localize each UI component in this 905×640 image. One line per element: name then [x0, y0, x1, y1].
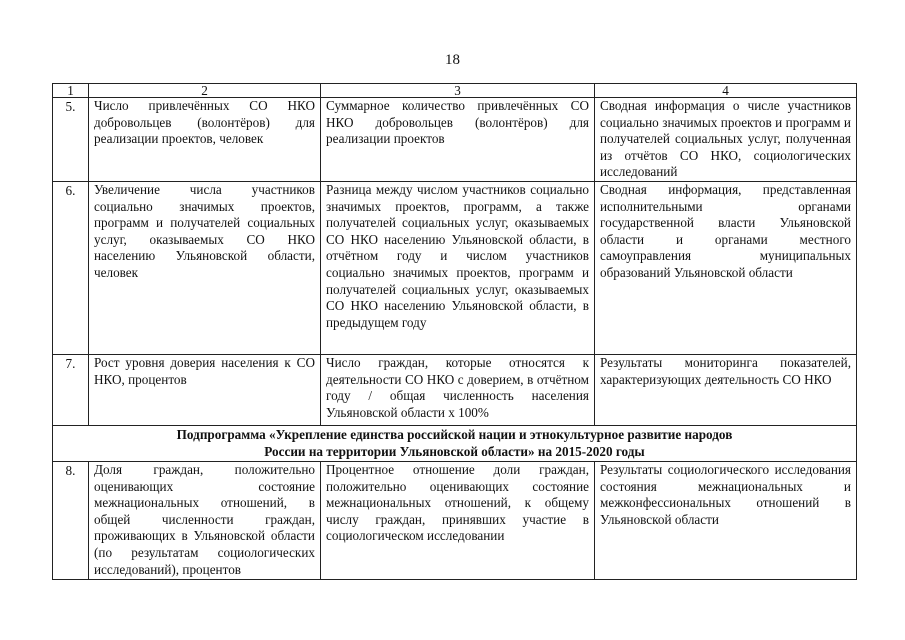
indicator-cell: Доля граждан, положительно оценивающих состояние межнациональных отношений, в общей численности граждан, проживающих в Ульяновской области (по результатам социологических исследований), процентов [89, 462, 321, 580]
column-header: 1 [53, 84, 89, 98]
table-row [53, 182, 857, 355]
source-cell: Сводная информация, представленная исполнительными органами государственной власти Ульяновской области и органами местного самоуправления муниципальных образований Ульяновской области [595, 182, 857, 355]
indicators-table [52, 83, 857, 580]
method-cell: Число граждан, которые относятся к деятельности СО НКО с доверием, в отчётном году / общая численность населения Ульяновской области х 100% [321, 355, 595, 426]
row-number: 8. [53, 462, 89, 580]
source-cell: Сводная информация о числе участников социально значимых проектов и программ и получателей социальных услуг, полученная из отчётов СО НКО, социологических исследований [595, 98, 857, 182]
indicator-cell: Число привлечённых СО НКО добровольцев (волонтёров) для реализации проектов, человек [89, 98, 321, 182]
row-number: 6. [53, 182, 89, 355]
column-header: 4 [595, 84, 857, 98]
row-number: 5. [53, 98, 89, 182]
method-cell: Суммарное количество привлечённых СО НКО добровольцев (волонтёров) для реализации проектов [321, 98, 595, 182]
subprogram-row [53, 426, 857, 462]
method-cell: Разница между числом участников социально значимых проектов, программ, а также получателей социальных услуг, оказываемых СО НКО населению Ульяновской области, в отчётном году и числом участников социально значимых проектов, программ и получателей социальных услуг, оказываемых СО НКО населению Ульяновской области, в предыдущем году [321, 182, 595, 355]
table-header-row [53, 84, 857, 98]
column-header: 3 [321, 84, 595, 98]
indicator-cell: Рост уровня доверия населения к СО НКО, процентов [89, 355, 321, 426]
subprogram-heading [53, 426, 857, 462]
subprogram-title-line1: Подпрограмма «Укрепление единства российской нации и этнокультурное развитие народов [176, 427, 733, 442]
source-cell: Результаты социологического исследования состояния межнациональных и межконфессиональных отношений в Ульяновской области [595, 462, 857, 580]
column-header: 2 [89, 84, 321, 98]
subprogram-title-line2: России на территории Ульяновской области» на 2015-2020 годы [264, 443, 645, 459]
source-cell: Результаты мониторинга показателей, характеризующих деятельность СО НКО [595, 355, 857, 426]
row-number: 7. [53, 355, 89, 426]
indicator-cell: Увеличение числа участников социально значимых проектов, программ и получателей социальных услуг, оказываемых СО НКО населению Ульяновской области, человек [89, 182, 321, 355]
table-row [53, 355, 857, 426]
table-row [53, 462, 857, 580]
table-row [53, 98, 857, 182]
page-number: 18 [445, 52, 460, 68]
method-cell: Процентное отношение доли граждан, положительно оценивающих состояние межнациональных отношений, к общему числу граждан, принявших участие в социологическом исследовании [321, 462, 595, 580]
